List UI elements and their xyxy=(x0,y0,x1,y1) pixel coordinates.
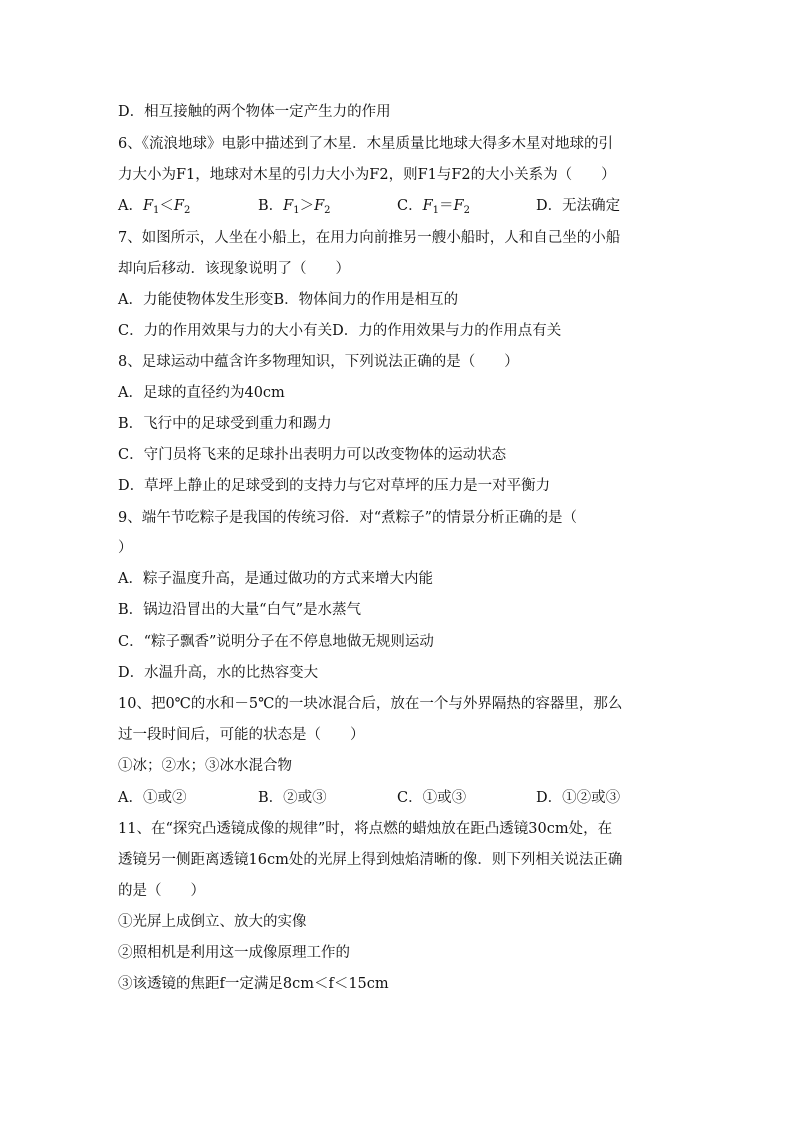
q10-option-c: C．①或③ xyxy=(397,790,467,806)
q7-stem-line1: 7、如图所示，人坐在小船上，在用力向前推另一艘小船时，人和自己坐的小船 xyxy=(118,230,621,246)
q11-statement-1: ①光屏上成倒立、放大的实像 xyxy=(118,914,307,930)
q8-option-c: C．守门员将飞来的足球扑出表明力可以改变物体的运动状态 xyxy=(118,447,507,463)
q10-stem-line2: 过一段时间后，可能的状态是（ ） xyxy=(118,727,365,743)
q8-option-a: A．足球的直径约为40cm xyxy=(118,385,285,401)
q6-option-b: B．$F_1>F_2$ xyxy=(258,198,331,216)
q11-statement-3: ③该透镜的焦距f一定满足8cm＜f＜15cm xyxy=(118,976,389,992)
q10-option-a: A．①或② xyxy=(118,790,187,806)
q11-stem-line2: 透镜另一侧距离透镜16cm处的光屏上得到烛焰清晰的像．则下列相关说法正确 xyxy=(118,852,623,868)
q10-stem-line1: 10、把0℃的水和－5℃的一块冰混合后，放在一个与外界隔热的容器里，那么 xyxy=(118,696,623,712)
q9-option-c: C．“粽子飘香”说明分子在不停息地做无规则运动 xyxy=(118,634,434,650)
q8-stem: 8、足球运动中蕴含许多物理知识，下列说法正确的是（ ） xyxy=(118,354,519,370)
q11-statement-2: ②照相机是利用这一成像原理工作的 xyxy=(118,945,350,961)
q11-stem-line3: 的是（ ） xyxy=(118,883,205,899)
q6-stem-line1: 6、《流浪地球》电影中描述到了木星．木星质量比地球大得多木星对地球的引 xyxy=(118,136,613,152)
q9-option-b: B．锅边沿冒出的大量“白气”是水蒸气 xyxy=(118,602,361,618)
q8-option-b: B．飞行中的足球受到重力和踢力 xyxy=(118,416,332,432)
q10-option-b: B．②或③ xyxy=(258,790,327,806)
q7-stem-line2: 却向后移动．该现象说明了（ ） xyxy=(118,261,350,277)
q10-statements: ①冰；②水；③冰水混合物 xyxy=(118,758,292,774)
q8-option-d: D．草坪上静止的足球受到的支持力与它对草坪的压力是一对平衡力 xyxy=(118,478,551,494)
q9-option-a: A．粽子温度升高，是通过做功的方式来增大内能 xyxy=(118,571,433,587)
q9-stem-line2: ） xyxy=(118,540,133,556)
q9-option-d: D．水温升高，水的比热容变大 xyxy=(118,665,319,681)
q6-option-a: A．$F_1<F_2$ xyxy=(118,198,191,216)
q7-options-cd: C．力的作用效果与力的大小有关D．力的作用效果与力的作用点有关 xyxy=(118,323,562,339)
q10-option-d: D．①②或③ xyxy=(536,790,621,806)
q6-option-c: C．$F_1=F_2$ xyxy=(397,198,470,216)
q9-stem-line1: 9、端午节吃粽子是我国的传统习俗．对“煮粽子”的情景分析正确的是（ xyxy=(118,510,578,526)
q6-stem-line2: 力大小为F1，地球对木星的引力大小为F2，则F1与F2的大小关系为（ ） xyxy=(118,167,616,183)
q6-option-d: D．无法确定 xyxy=(536,198,621,214)
q7-options-ab: A．力能使物体发生形变B．物体间力的作用是相互的 xyxy=(118,292,459,308)
q5-option-d: D．相互接触的两个物体一定产生力的作用 xyxy=(118,104,391,120)
q11-stem-line1: 11、在“探究凸透镜成像的规律”时，将点燃的蜡烛放在距凸透镜30cm处，在 xyxy=(118,821,613,837)
